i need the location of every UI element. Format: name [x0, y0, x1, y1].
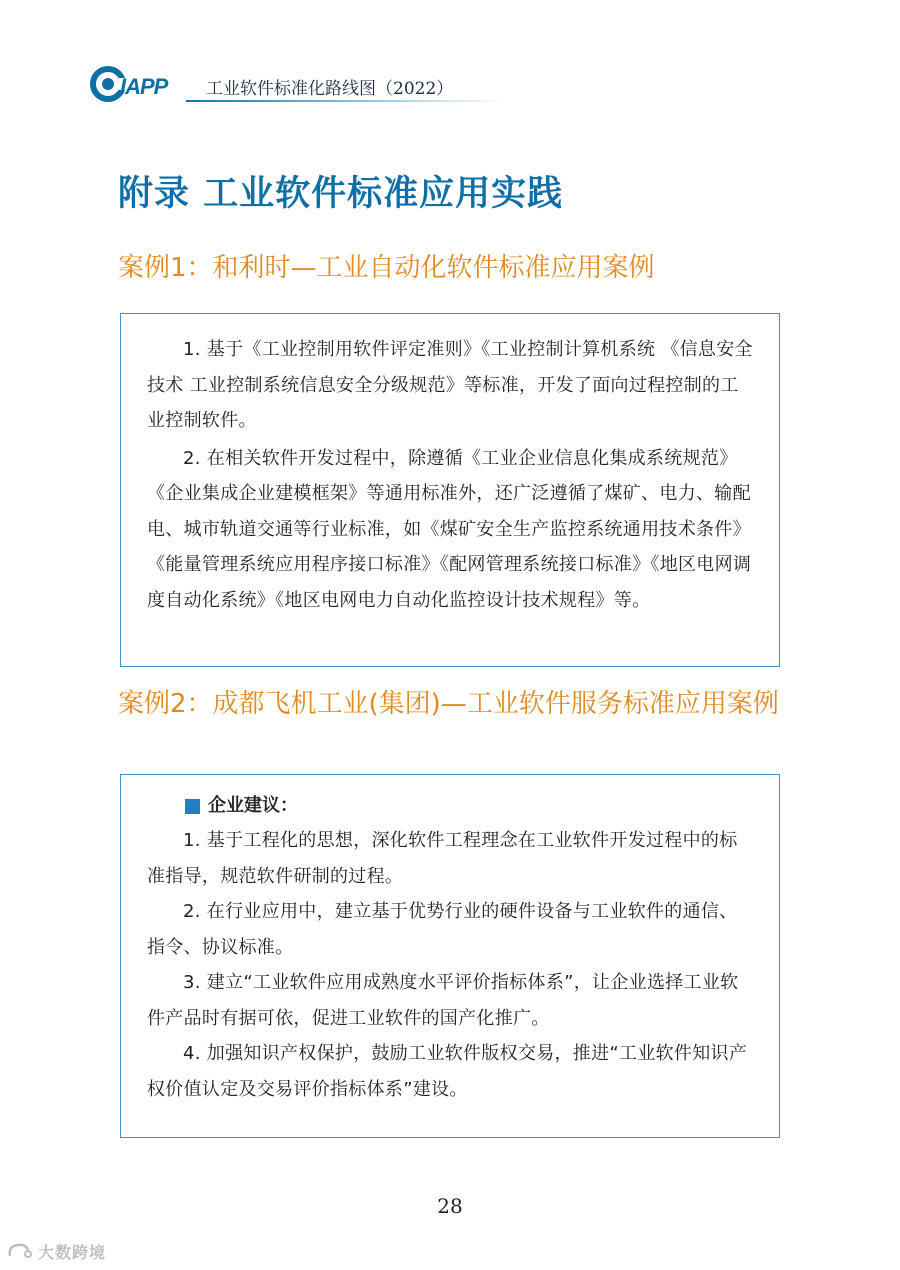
case1-paragraph-2: 2. 在相关软件开发过程中，除遵循《工业企业信息化集成系统规范》《企业集成企业建模框架》等通用标准外，还广泛遵循了煤矿、电力、输配电、城市轨道交通等行业标准，如《煤矿安全生产监控系统通用技术条件》《能量管理系统应用程序接口标准》《配网管理系统接口标准》《地区电网调度自动化系统》《地区电网电力自动化监控设计技术规程》等。 — [147, 447, 752, 611]
ciapp-logo-icon — [90, 64, 200, 104]
page-number: 28 — [437, 1194, 463, 1218]
header-rule — [186, 100, 506, 102]
case2-paragraph-4: 4. 加强知识产权保护，鼓励工业软件版权交易，推进“工业软件知识产权价值认定及交易评价指标体系”建设。 — [147, 1043, 748, 1100]
case2-subhead — [147, 789, 753, 823]
case1-title: 案例1：和利时—工业自动化软件标准应用案例 — [118, 253, 655, 283]
case2-title: 案例2：成都飞机工业(集团)—工业软件服务标准应用案例 — [118, 689, 779, 719]
appendix-title: 附录 工业软件标准应用实践 — [118, 174, 564, 214]
bullet-square-icon — [185, 799, 200, 814]
case2-box — [120, 774, 780, 1138]
case2-paragraph-1: 1. 基于工程化的思想，深化软件工程理念在工业软件开发过程中的标准指导，规范软件研制的过程。 — [147, 830, 738, 887]
case1-paragraph-1: 1. 基于《工业控制用软件评定准则》《工业控制计算机系统 《信息安全技术 工业控制系统信息安全分级规范》等标准，开发了面向过程控制的工业控制软件。 — [147, 339, 753, 431]
case2-subhead-label: 企业建议： — [208, 795, 298, 816]
case2-paragraph-2: 2. 在行业应用中，建立基于优势行业的硬件设备与工业软件的通信、指令、协议标准。 — [147, 901, 738, 958]
watermark-text: 大数跨境 — [38, 1242, 107, 1262]
page-header — [90, 64, 510, 104]
watermark — [6, 1238, 106, 1264]
watermark-logo-icon — [6, 1240, 34, 1262]
case1-box — [120, 313, 780, 667]
case2-paragraph-3: 3. 建立“工业软件应用成熟度水平评价指标体系”，让企业选择工业软件产品时有据可依，促进工业软件的国产化推广。 — [147, 972, 739, 1029]
header-title: 工业软件标准化路线图（2022） — [206, 79, 454, 99]
svg-text:IAPP: IAPP — [120, 74, 168, 99]
